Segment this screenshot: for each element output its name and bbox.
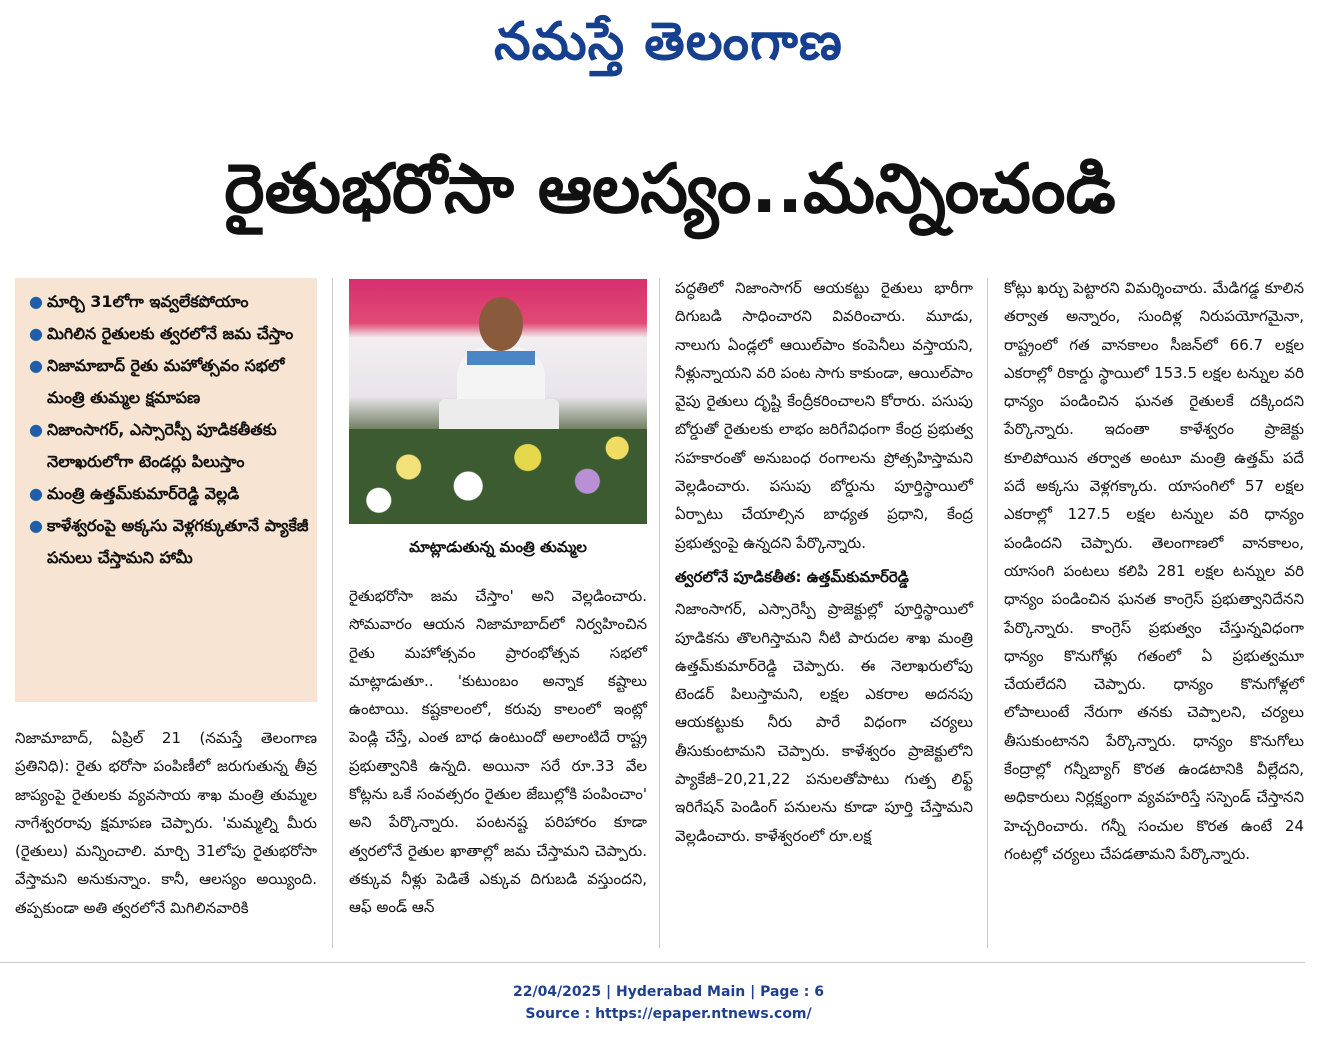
highlight-item: [25, 414, 311, 478]
article-headline: రైతుభరోసా ఆలస్యం..మన్నించండి: [224, 150, 1116, 229]
column-text: కోట్లు ఖర్చు పెట్టారని విమర్శించారు. మేడిగడ్డ కూలిన తర్వాత అన్నారం, సుందిళ్ల నిరుపయోగమైనా, రాష్ట్రంలో గత వానకాలం సీజన్‌లో 66.7 లక్షల ఎకరాల్లో రికార్డు స్థాయిలో 153.5 లక్షల టన్నుల వరి ధాన్యం పండించిన ఘనత రైతులకే దక్కిందని పేర్కొన్నారు. ఇదంతా కాళేశ్వరం ప్రాజెక్టు కూలిపోయిన తర్వాత అంటూ మంత్రి ఉత్తమ్ పదే పదే అక్కసు వెళ్లగక్కారు. యాసంగిలో 57 లక్షల ఎకరాల్లో 127.5 లక్షల టన్నుల వరి ధాన్యం పండిందని చెప్పారు. తెలంగాణలో వానకాలం, యాసంగి పంటలు కలిపి 281 లక్షల టన్నుల వరి ధాన్యం పండించిన ఘనత కాంగ్రెస్ ప్రభుత్వానిదేనని పేర్కొన్నారు. కాంగ్రెస్ ప్రభుత్వం చేస్తున్నవిధంగా ధాన్యం కొనుగోళ్లు గతంలో ఏ ప్రభుత్వమూ చేయలేదని చెప్పారు. ధాన్యం కొనుగోళ్లలో లోపాలుంటే నేరుగా తనకు చెప్పాలని, చర్యలు తీసుకుంటానని పేర్కొన్నారు. ధాన్యం కొనుగోలు కేంద్రాల్లో గన్నీబ్యాగ్ కొరత ఉండటానికి వీల్లేదని, అధికారులు నిర్లక్ష్యంగా వ్యవహరిస్తే సస్పెండ్ చేస్తానని హెచ్చరించారు. గన్నీ సంచుల కొరత ఉంటే 24 గంటల్లో చర్యలు చేపడతామని పేర్కొన్నారు.: [1004, 279, 1304, 863]
column-text: రైతుభరోసా జమ చేస్తాం' అని వెల్లడించారు. సోమవారం ఆయన నిజామాబాద్‌లో నిర్వహించిన రైతు మహోత్సవం ప్రారంభోత్సవ సభలో మాట్లాడుతూ.. 'కుటుంబం అన్నాక కష్టాలు ఉంటాయి. కష్టకాలంలో, కరువు కాలంలో ఇంట్లో పెండ్లి చేస్తే, ఎంత బాధ ఉంటుందో అలాంటిదే రాష్ట్ర ప్రభుత్వానికి ఉన్నది. అయినా సరే రూ.33 వేల కోట్లను ఒకే సంవత్సరం రైతుల జేబుల్లోకి పంపించాం' అని పేర్కొన్నారు. పంటనష్ట పరిహారం కూడా త్వరలోనే రైతుల ఖాతాల్లో జమ చేస్తామని చెప్పారు. తక్కువ నీళ్లు పెడితే ఎక్కువ దిగుబడి వస్తుందని, ఆఫ్ అండ్ ఆన్: [349, 587, 647, 917]
highlight-text: నిజామాబాద్ రైతు మహోత్సవం సభలో మంత్రి తుమ్మల క్షమాపణ: [47, 356, 285, 407]
bullet-icon: ●: [29, 516, 43, 535]
bullet-icon: ●: [29, 484, 43, 503]
article-column-1: [15, 724, 317, 922]
highlights-box: [15, 278, 317, 702]
photo-caption: మాట్లాడుతున్న మంత్రి తుమ్మల: [409, 538, 587, 556]
article-column-4: [1004, 274, 1304, 868]
column-text: నిజాంసాగర్, ఎస్సారెస్పీ ప్రాజెక్టుల్లో పూర్తిస్థాయిలో పూడికను తొలగిస్తామని నీటి పారుదల శాఖ మంత్రి ఉత్తమ్‌కుమార్‌రెడ్డి చెప్పారు. ఈ నెలాఖరులోపు టెండర్ పిలుస్తామని, లక్షల ఎకరాల అదనపు ఆయకట్టుకు నీరు పారే విధంగా చర్యలు తీసుకుంటామని చెప్పారు. కాళేశ్వరం ప్రాజెక్టులోని ప్యాకేజీ–20,21,22 పనులతోపాటు గుత్ప లిఫ్ట్ ఇరిగేషన్ పెండింగ్ పనులను కూడా పూర్తి చేస్తామని వెల్లడించారు. కాళేశ్వరంలో రూ.లక్ష: [675, 600, 973, 845]
column-divider: [987, 278, 988, 948]
article-subheading: త్వరలోనే పూడికతీత: ఉత్తమ్‌కుమార్‌రెడ్డి: [675, 567, 909, 586]
bullet-icon: ●: [29, 356, 43, 375]
highlight-text: నిజాంసాగర్, ఎస్సారెస్పీ పూడికతీతకు నెలాఖరులోగా టెండర్లు పిలుస్తాం: [47, 420, 277, 471]
speaker-head: [479, 297, 523, 351]
highlight-item: [25, 318, 311, 350]
bullet-icon: ●: [29, 420, 43, 439]
highlight-item: [25, 478, 311, 510]
flower-decoration: [349, 429, 647, 524]
footer-rule: [0, 962, 1305, 963]
bullet-icon: ●: [29, 292, 43, 311]
column-text: నిజామాబాద్, ఏప్రిల్ 21 (నమస్తే తెలంగాణ ప్రతినిధి): రైతు భరోసా పంపిణీలో జరుగుతున్న తీవ్ర జాప్యంపై రైతులకు వ్యవసాయ శాఖ మంత్రి తుమ్మల నాగేశ్వరరావు క్షమాపణ చెప్పారు. 'మమ్మల్ని మీరు (రైతులు) మన్నించాలి. మార్చి 31లోపు రైతుభరోసా వేస్తామని అనుకున్నాం. కానీ, ఆలస్యం అయ్యింది. తప్పకుండా అతి త్వరలోనే మిగిలినవారికి: [15, 729, 317, 917]
column-divider: [659, 278, 660, 948]
highlight-item: [25, 510, 311, 574]
newspaper-masthead: నమస్తే తెలంగాణ: [494, 11, 843, 72]
highlight-item: [25, 286, 311, 318]
speaker-scarf: [467, 351, 535, 365]
highlight-text: మంత్రి ఉత్తమ్‌కుమార్‌రెడ్డి వెల్లడి: [47, 484, 240, 503]
highlight-text: మార్చి 31లోగా ఇవ్వలేకపోయాం: [47, 292, 249, 311]
highlight-text: కాళేశ్వరంపై అక్కసు వెళ్లగక్కుతూనే ప్యాకేజీ పనులు చేస్తామని హామీ: [47, 516, 309, 567]
footer-source: Source : https://epaper.ntnews.com/: [525, 1006, 812, 1022]
article-column-2: [349, 582, 647, 922]
bullet-icon: ●: [29, 324, 43, 343]
highlight-item: [25, 350, 311, 414]
minister-photo: [349, 279, 647, 524]
article-column-3: [675, 274, 973, 850]
footer-date-edition: 22/04/2025 | Hyderabad Main | Page : 6: [512, 984, 825, 1000]
column-text: పద్ధతిలో నిజాంసాగర్ ఆయకట్టు రైతులు భారీగా దిగుబడి సాధించారని వివరించారు. మూడు, నాలుగు ఏండ్లలో ఆయిల్‌పాం కంపెనీలు వస్తాయని, నీళ్లున్నాయని వరి పంట సాగు కాకుండా, ఆయిల్‌పాం వైపు రైతులు దృష్టి కేంద్రీకరించాలని కోరారు. పసుపు బోర్డుతో రైతులకు లాభం జరిగేవిధంగా కేంద్ర ప్రభుత్వ సహకారంతో అనుబంధ రంగాలను ప్రోత్సహిస్తామని వెల్లడించారు. పసుపు బోర్డును పూర్తిస్థాయిలో ఏర్పాటు చేయాల్సిన బాధ్యత ప్రధాని, కేంద్ర ప్రభుత్వంపై ఉన్నదని పేర్కొన్నారు.: [675, 279, 973, 552]
highlight-text: మిగిలిన రైతులకు త్వరలోనే జమ చేస్తాం: [47, 324, 294, 343]
column-divider: [332, 278, 333, 948]
